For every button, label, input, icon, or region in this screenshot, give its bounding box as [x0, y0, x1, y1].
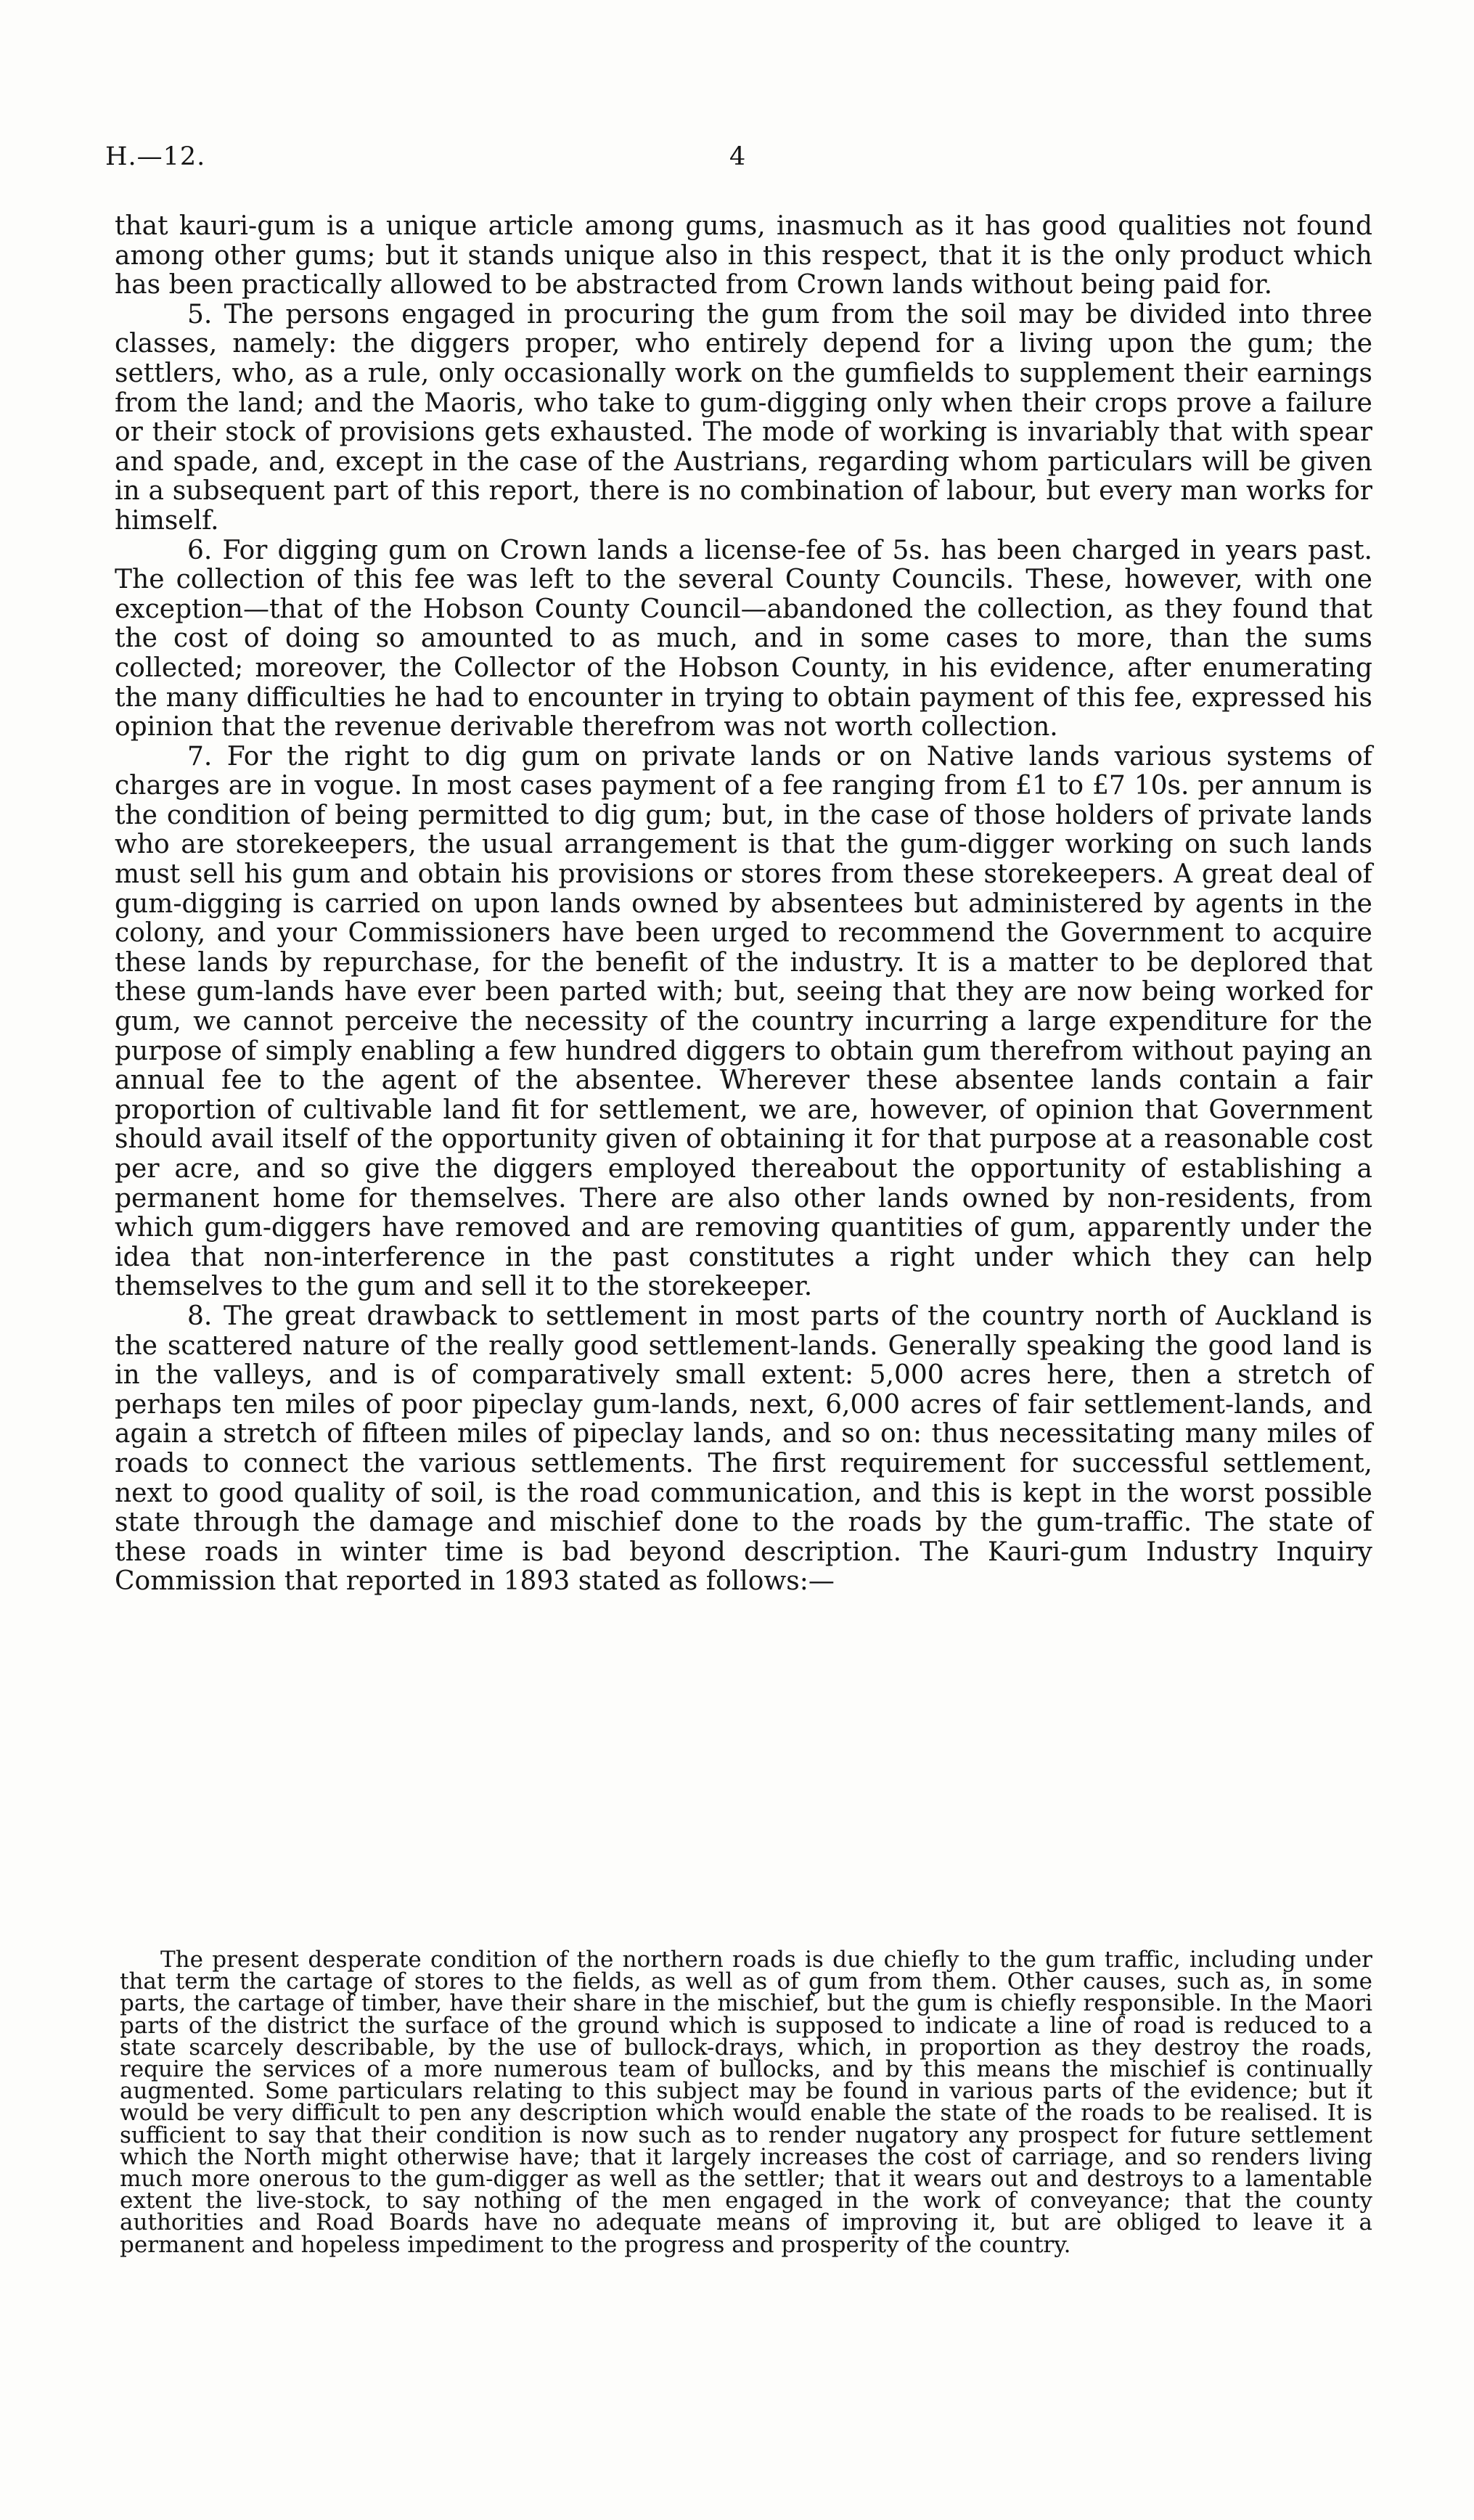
quotation-text: The present desperate condition of the northern roads is due chiefly to the gum traffic, including under that term the cartage of stores to the fields, as well as of gum from them. Other causes, such as, in some parts, the cartage of timber, have their share in the mischief, but the gum is chiefly responsible. In the Maori parts of the district the surface of the ground which is supposed to indicate a line of road is reduced to a state scarcely describable, by the use of bullock-drays, which, in proportion as they destroy the roads, require the services of a more numerous team of bullocks, and by this means the mischief is continually augmented. Some particulars relating to this subject may be found in various parts of the evidence; but it would be very difficult to pen any description which would enable the state of the roads to be realised. It is sufficient to say that their condition is now such as to render nugatory any prospect for future settlement which the North might otherwise have; that it largely increases the cost of carriage, and so renders living much more onerous to the gum-digger as well as the settler; that it wears out and destroys to a lamentable extent the live-stock, to say nothing of the men engaged in the work of conveyance; that the county authorities and Road Boards have no adequate means of improving it, but are obliged to leave it a permanent and hopeless impediment to the progress and prosperity of the country.: [120, 1947, 1372, 2258]
paragraph-8: 8. The great drawback to settlement in most parts of the country north of Auckland is the scattered nature of the really good settlement-lands. Generally speaking the good land is in the valleys, and is of comparatively small extent: 5,000 acres here, then a stretch of perhaps ten miles of poor pipeclay gum-lands, next, 6,000 acres of fair settlement-lands, and again a stretch of fifteen miles of pipeclay lands, and so on: thus necessitating many miles of roads to connect the various settlements. The first requirement for successful settlement, next to good quality of soil, is the road communication, and this is kept in the worst possible state through the damage and mischief done to the roads by the gum-traffic. The state of these roads in winter time is bad beyond description. The Kauri-gum Industry Inquiry Commission that reported in 1893 stated as follows:—: [115, 1301, 1372, 1597]
document-code: H.—12.: [105, 142, 206, 171]
block-quotation: [120, 1949, 1372, 2256]
paragraph-5: 5. The persons engaged in procuring the gum from the soil may be divided into three classes, namely: the diggers proper, who entirely depend for a living upon the gum; the settlers, who, as a rule, only occasionally work on the gumfields to supplement their earnings from the land; and the Maoris, who take to gum-digging only when their crops prove a failure or their stock of provisions gets exhausted. The mode of working is invariably that with spear and spade, and, except in the case of the Austrians, regarding whom particulars will be given in a subsequent part of this report, there is no combination of labour, but every man works for himself.: [115, 299, 1372, 536]
page-number: 4: [729, 142, 746, 171]
paragraph-continuation: that kauri-gum is a unique article among gums, inasmuch as it has good qualities not found among other gums; but it stands unique also in this respect, that it is the only product which has been practically allowed to be abstracted from Crown lands without being paid for.: [115, 211, 1372, 300]
paragraph-6: 6. For digging gum on Crown lands a license-fee of 5s. has been charged in years past. The collection of this fee was left to the several County Councils. These, however, with one exception—that of the Hobson County Council—abandoned the collection, as they found that the cost of doing so amounted to as much, and in some cases to more, than the sums collected; moreover, the Collector of the Hobson County, in his evidence, after enumerating the many difficulties he had to encounter in trying to obtain payment of this fee, expressed his opinion that the revenue derivable therefrom was not worth collection.: [115, 535, 1372, 742]
body-text: [115, 212, 1372, 1597]
page-header: [105, 142, 1368, 179]
paragraph-7: 7. For the right to dig gum on private lands or on Native lands various systems of charges are in vogue. In most cases payment of a fee ranging from £1 to £7 10s. per annum is the condition of being permitted to dig gum; but, in the case of those holders of private lands who are storekeepers, the usual arrangement is that the gum-digger working on such lands must sell his gum and obtain his provisions or stores from these storekeepers. A great deal of gum-digging is carried on upon lands owned by absentees but administered by agents in the colony, and your Commissioners have been urged to recommend the Government to acquire these lands by repurchase, for the benefit of the industry. It is a matter to be deplored that these gum-lands have ever been parted with; but, seeing that they are now being worked for gum, we cannot perceive the necessity of the country incurring a large expenditure for the purpose of simply enabling a few hundred diggers to obtain gum therefrom without paying an annual fee to the agent of the absentee. Wherever these absentee lands contain a fair proportion of cultivable land fit for settlement, we are, however, of opinion that Government should avail itself of the opportunity given of obtaining it for that purpose at a reasonable cost per acre, and so give the diggers employed thereabout the opportunity of establishing a permanent home for themselves. There are also other lands owned by non-residents, from which gum-diggers have removed and are removing quantities of gum, apparently under the idea that non-interference in the past constitutes a right under which they can help themselves to the gum and sell it to the storekeeper.: [115, 741, 1372, 1302]
